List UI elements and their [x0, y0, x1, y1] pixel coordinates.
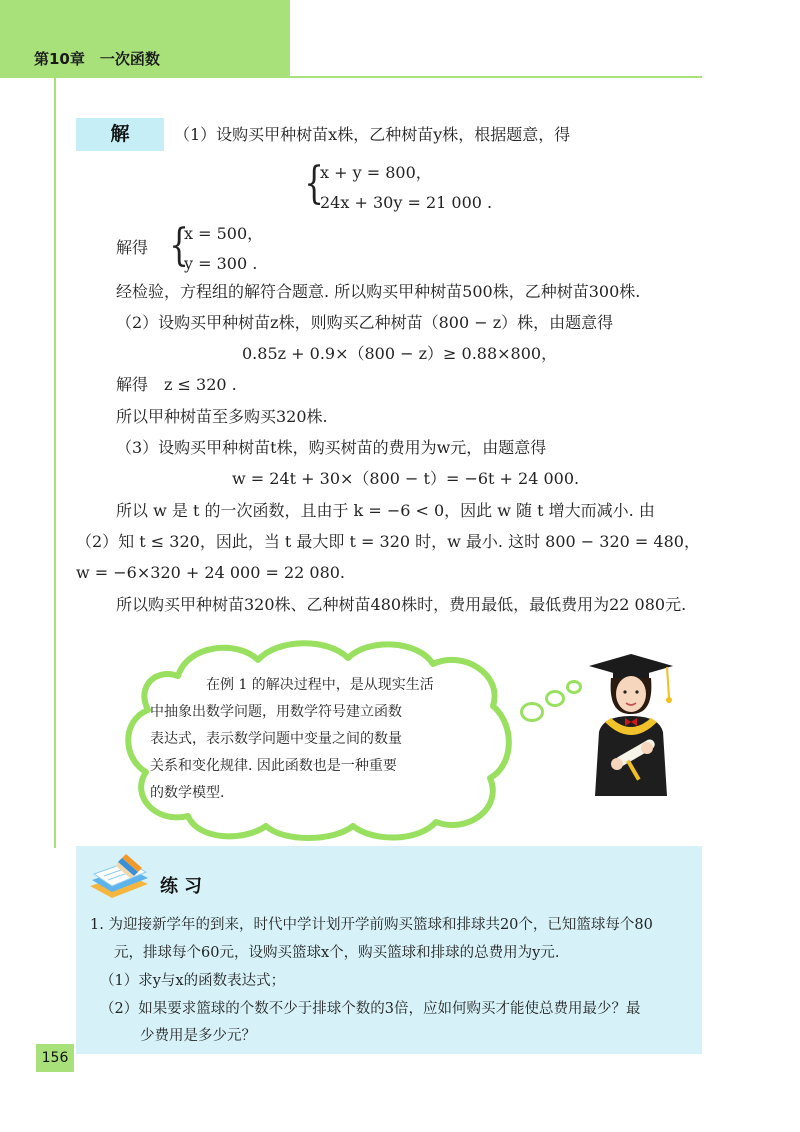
margin-rule — [54, 78, 56, 848]
solution-brace: { — [169, 220, 189, 271]
part3-line-1: 所以 w 是 t 的一次函数，且由于 k = −6 < 0，因此 w 随 t 增大而减小. 由 — [116, 501, 655, 520]
note-line-2: 中抽象出数学问题，用数学符号建立函数 — [150, 704, 402, 720]
exercise-q1-line-2: 元，排球每个60元，设购买篮球x个，购买篮球和排球的总费用为y元. — [114, 945, 560, 961]
part3-intro: （3）设购买甲种树苗t株，购买树苗的费用为w元，由题意得 — [116, 438, 547, 457]
cloud-note — [150, 672, 478, 807]
thought-bubble — [520, 702, 544, 722]
system-eq-1: x + y = 800， — [320, 163, 432, 182]
page-number: 156 — [36, 1044, 74, 1072]
exercise-q1-line-1: 1. 为迎接新学年的到来，时代中学计划开学前购买篮球和排球共20个，已知篮球每个80 — [90, 917, 653, 933]
part3-equation: w = 24t + 30×（800 − t）= −6t + 24 000. — [232, 469, 580, 488]
system-eq-2: 24x + 30y = 21 000 . — [320, 193, 493, 212]
solution-eq-1: x = 500， — [184, 224, 264, 243]
header-rule — [290, 76, 702, 78]
note-line-5: 的数学模型. — [150, 785, 225, 801]
solution-label: 解 — [76, 118, 164, 151]
part3-line-2: （2）知 t ≤ 320，因此，当 t 最大即 t = 320 时，w 最小. 这时 800 − 320 = 480， — [76, 532, 700, 551]
part1-conclusion: 经检验，方程组的解符合题意. 所以购买甲种树苗500株，乙种树苗300株. — [116, 282, 641, 301]
thought-bubble — [545, 690, 565, 707]
solve-label-1: 解得 — [116, 238, 149, 257]
books-pencil-icon — [86, 852, 152, 900]
system-brace: { — [304, 158, 324, 209]
part3-line-3: w = −6×320 + 24 000 = 22 080. — [76, 563, 346, 582]
solution-eq-2: y = 300 . — [184, 254, 258, 273]
part1-intro: （1）设购买甲种树苗x株，乙种树苗y株，根据题意，得 — [174, 125, 571, 144]
note-line-1: 在例 1 的解决过程中，是从现实生活 — [206, 677, 434, 693]
part3-conclusion: 所以购买甲种树苗320株、乙种树苗480株时，费用最低，最低费用为22 080元. — [116, 595, 687, 614]
exercise-q1-sub-2-line-1: （2）如果要求篮球的个数不少于排球个数的3倍，应如何购买才能使总费用最少？最 — [100, 1001, 641, 1017]
part2-intro: （2）设购买甲种树苗z株，则购买乙种树苗（800 − z）株，由题意得 — [116, 313, 614, 332]
part2-inequality: 0.85z + 0.9×（800 − z）≥ 0.88×800， — [242, 344, 558, 363]
exercise-title: 练习 — [160, 876, 208, 897]
exercise-q1-sub-1: （1）求y与x的函数表达式； — [100, 973, 286, 989]
thought-bubble — [566, 680, 582, 694]
note-line-3: 表达式，表示数学问题中变量之间的数量 — [150, 731, 402, 747]
note-line-4: 关系和变化规律. 因此函数也是一种重要 — [150, 758, 397, 774]
graduate-child-illustration — [585, 652, 677, 796]
chapter-title: 第10章 一次函数 — [34, 50, 160, 68]
part2-solve: 解得 z ≤ 320 . — [116, 375, 237, 394]
part2-conclusion: 所以甲种树苗至多购买320株. — [116, 407, 328, 426]
exercise-q1-sub-2-line-2: 少费用是多少元？ — [140, 1028, 256, 1044]
